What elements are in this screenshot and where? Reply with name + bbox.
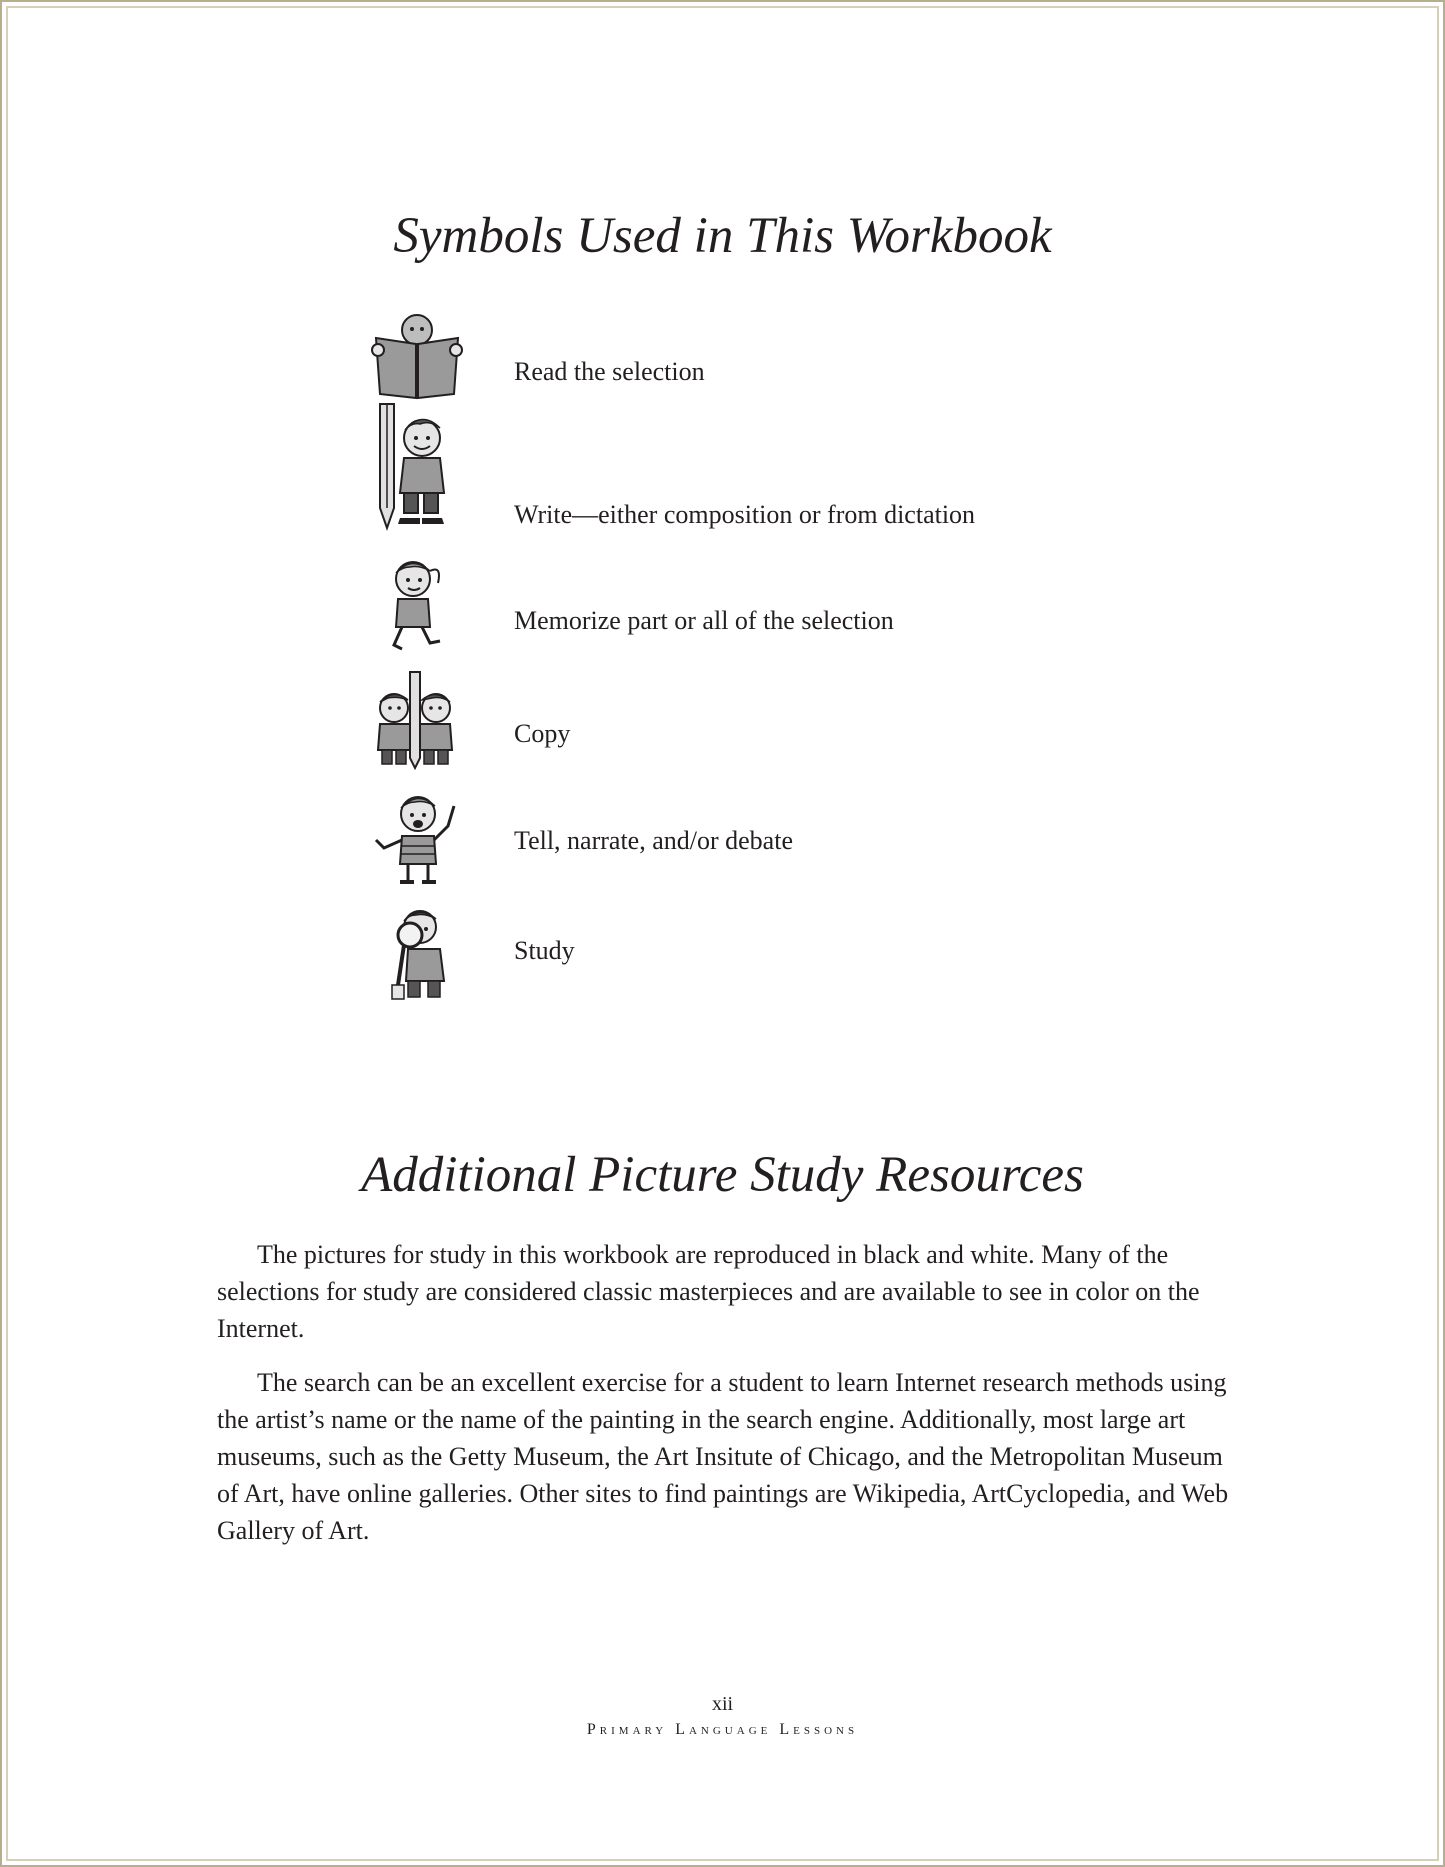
memorize-thinking-icon <box>380 555 450 655</box>
resources-heading: Additional Picture Study Resources <box>361 1147 1084 1203</box>
symbol-label-read: Read the selection <box>514 357 705 386</box>
symbols-heading: Symbols Used in This Workbook <box>393 208 1052 264</box>
resources-body <box>217 1236 1237 1566</box>
symbol-label-study: Study <box>514 936 575 965</box>
copy-twins-icon <box>370 670 460 770</box>
resources-paragraph-1: The pictures for study in this workbook are reproduced in black and white. Many of the selections for study are considered classic masterpieces and are available to see in color on the Internet. <box>217 1240 1200 1343</box>
symbol-label-write: Write—either composition or from dictation <box>514 500 976 529</box>
symbol-label-tell: Tell, narrate, and/or debate <box>514 826 793 855</box>
study-magnifier-icon <box>380 905 470 1005</box>
resources-paragraph-2: The search can be an excellent exercise for a student to learn Internet research methods using the artist’s name or the name of the painting in the search engine. Additionally, most large art museums, such as the Getty Museum, the Art Insitute of Chicago, and the Metropolitan Museum of Art, have online galleries. Other sites to find paintings are Wikipedia, ArtCyclopedia, and Web Gallery of Art. <box>217 1368 1229 1545</box>
symbol-label-memorize: Memorize part or all of the selection <box>514 606 894 635</box>
reading-book-icon <box>370 308 465 400</box>
writing-pencil-icon <box>370 398 460 533</box>
book-title-footer: Primary Language Lessons <box>586 1721 859 1738</box>
page-number: xii <box>711 1693 734 1715</box>
tell-waving-icon <box>370 786 470 886</box>
symbol-label-copy: Copy <box>514 719 571 748</box>
